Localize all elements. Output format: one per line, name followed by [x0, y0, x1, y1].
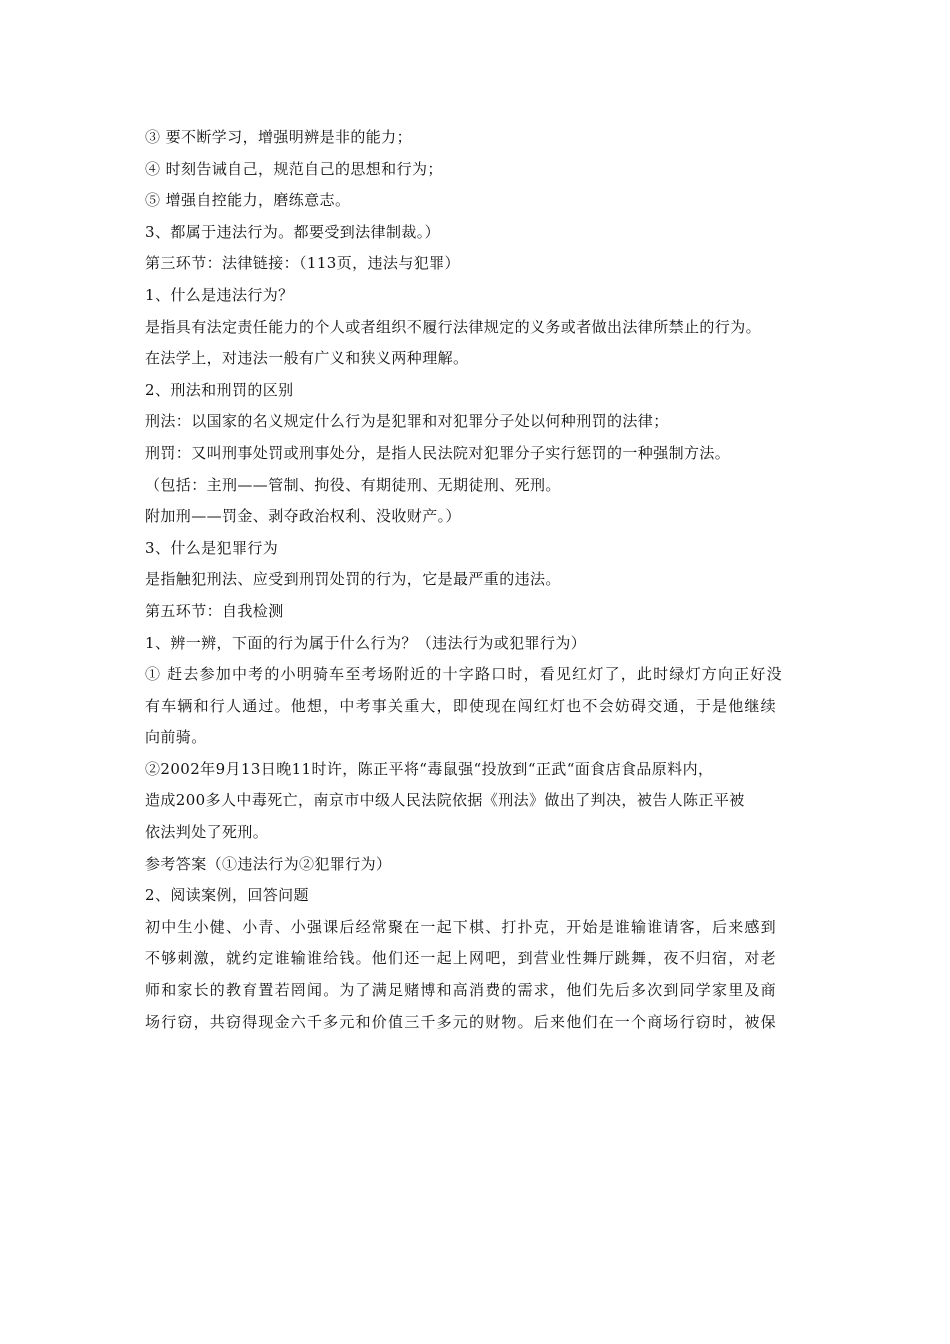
- text-line: 在法学上，对违法一般有广义和狭义两种理解。: [145, 349, 469, 368]
- text-line: ① 赶去参加中考的小明骑车至考场附近的十字路口时，看见红灯了，此时绿灯方向正好没: [145, 665, 783, 684]
- text-line: 3、都属于违法行为。都要受到法律制裁。）: [145, 222, 441, 241]
- question-heading: 2、刑法和刑罚的区别: [145, 380, 294, 399]
- text-line: 造成200多人中毒死亡，南京市中级人民法院依据《刑法》做出了判决，被告人陈正平被: [145, 791, 745, 810]
- text-line: 有车辆和行人通过。他想，中考事关重大，即使现在闯红灯也不会妨碍交通，于是他继续: [145, 696, 777, 715]
- text-line: 是指具有法定责任能力的个人或者组织不履行法律规定的义务或者做出法律所禁止的行为。: [145, 317, 762, 336]
- section-heading: 第五环节：自我检测: [145, 601, 284, 620]
- section-heading: 第三环节：法律链接：（113页，违法与犯罪）: [145, 254, 460, 273]
- question-heading: 2、阅读案例，回答问题: [145, 886, 309, 905]
- text-line: ⑤ 增强自控能力，磨练意志。: [145, 191, 351, 210]
- text-line: 附加刑——罚金、剥夺政治权利、没收财产。）: [145, 507, 461, 526]
- text-line: 是指触犯刑法、应受到刑罚处罚的行为，它是最严重的违法。: [145, 570, 561, 589]
- question-heading: 3、什么是犯罪行为: [145, 538, 279, 557]
- question-heading: 1、辨一辨，下面的行为属于什么行为？（违法行为或犯罪行为）: [145, 633, 587, 652]
- text-line: ②2002年9月13日晚11时许，陈正平将“毒鼠强“投放到“正武“面食店食品原料内，: [145, 759, 714, 778]
- text-line: 初中生小健、小青、小强课后经常聚在一起下棋、打扑克，开始是谁输谁请客，后来感到: [145, 917, 777, 936]
- text-line: ④ 时刻告诫自己，规范自己的思想和行为；: [145, 159, 443, 178]
- text-line: 刑罚：又叫刑事处罚或刑事处分，是指人民法院对犯罪分子实行惩罚的一种强制方法。: [145, 443, 731, 462]
- text-line: （包括：主刑——管制、拘役、有期徒刑、无期徒刑、死刑。: [145, 475, 561, 494]
- text-line: 场行窃，共窃得现金六千多元和价值三千多元的财物。后来他们在一个商场行窃时，被保: [145, 1012, 777, 1031]
- question-heading: 1、什么是违法行为？: [145, 285, 294, 304]
- document-body: [145, 122, 810, 1038]
- text-line: 向前骑。: [145, 728, 207, 747]
- text-line: 依法判处了死刑。: [145, 823, 269, 842]
- text-line: 师和家长的教育置若罔闻。为了满足赌博和高消费的需求，他们先后多次到同学家里及商: [145, 981, 777, 1000]
- text-line: ③ 要不断学习，增强明辨是非的能力；: [145, 128, 412, 146]
- text-line: 不够刺激，就约定谁输谁给钱。他们还一起上网吧，到营业性舞厅跳舞，夜不归宿，对老: [145, 949, 777, 968]
- text-line: 刑法：以国家的名义规定什么行为是犯罪和对犯罪分子处以何种刑罚的法律；: [145, 412, 669, 431]
- answer-line: 参考答案（①违法行为②犯罪行为）: [145, 854, 392, 873]
